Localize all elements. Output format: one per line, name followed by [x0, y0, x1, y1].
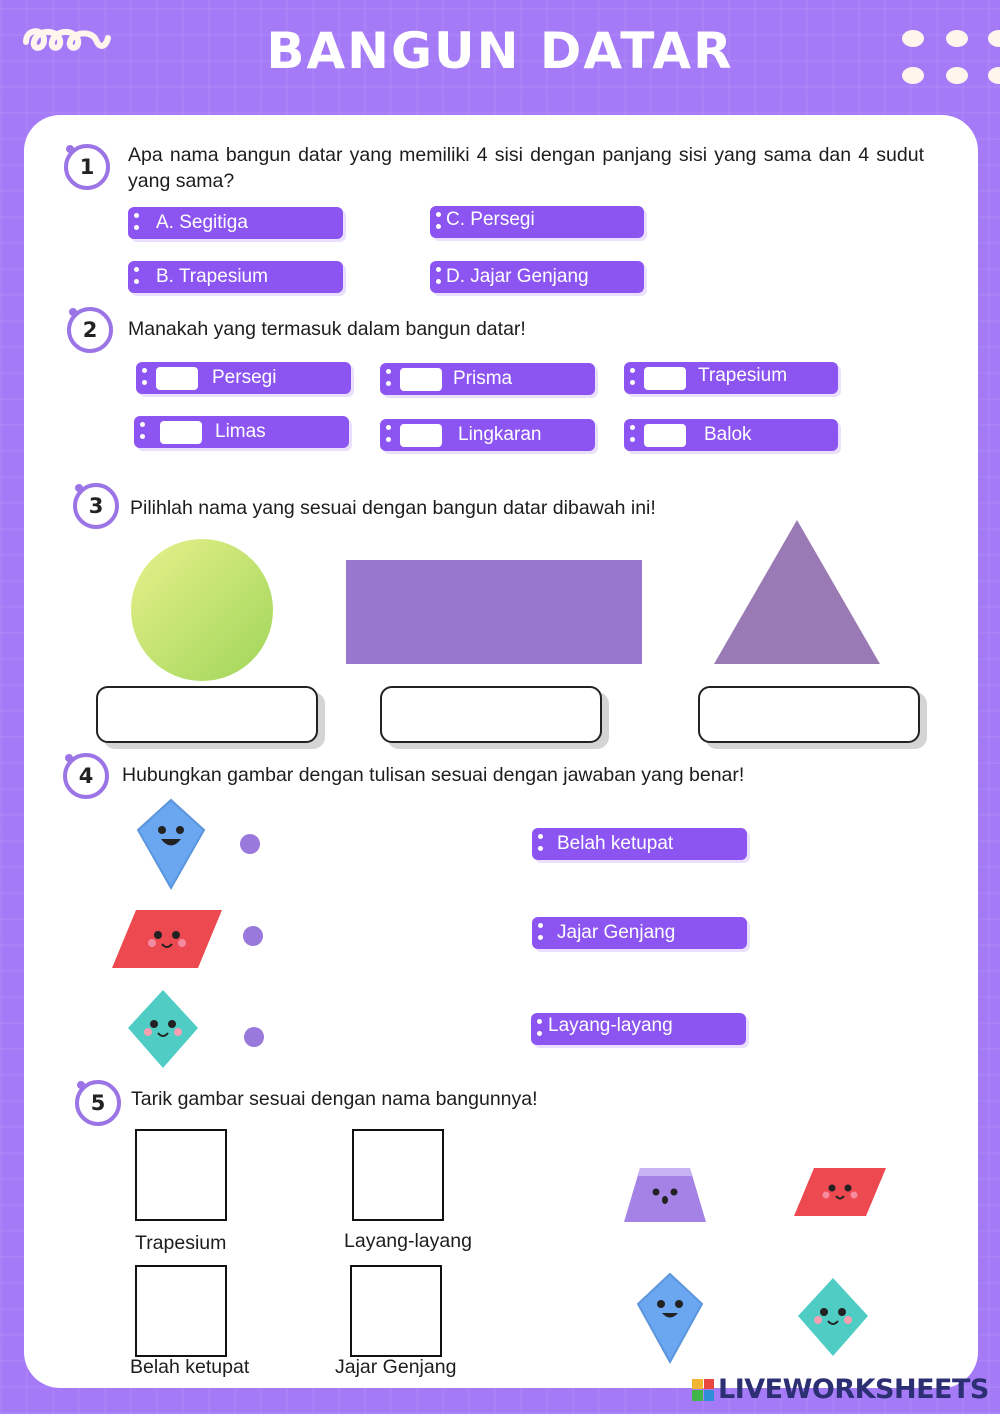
drag-handle-icon [386, 369, 392, 389]
checkbox[interactable] [644, 424, 686, 447]
option-label: D. Jajar Genjang [446, 266, 589, 287]
drag-handle-icon [142, 368, 148, 388]
drop-label-jajar-genjang: Jajar Genjang [335, 1356, 457, 1378]
question-4-number: 4 [63, 753, 109, 799]
option-label: Limas [215, 421, 266, 442]
q1-option-a[interactable] [128, 207, 343, 239]
teal-rhombus-image [126, 988, 200, 1070]
q1-option-c[interactable] [430, 206, 644, 238]
question-2-number: 2 [67, 307, 113, 353]
option-label: A. Segitiga [156, 212, 248, 233]
option-label: Lingkaran [458, 424, 542, 445]
drop-box-belah-ketupat[interactable] [135, 1265, 227, 1357]
drag-handle-icon [630, 368, 636, 388]
purple-trapezoid-draggable[interactable] [622, 1166, 708, 1224]
drag-handle-icon [538, 923, 544, 943]
drag-handle-icon [537, 1019, 543, 1039]
question-1-text: Apa nama bangun datar yang memiliki 4 sisi dengan panjang sisi yang sama dan 4 sudut yang sama? [128, 144, 924, 192]
blue-kite-image [136, 798, 206, 890]
question-5-number: 5 [75, 1080, 121, 1126]
teal-rhombus-draggable[interactable] [796, 1276, 870, 1358]
question-5-text: Tarik gambar sesuai dengan nama bangunnya! [131, 1088, 538, 1110]
drag-handle-icon [134, 213, 140, 233]
option-label: B. Trapesium [156, 266, 268, 287]
drop-box-trapesium[interactable] [135, 1129, 227, 1221]
q2-option-balok[interactable] [624, 419, 838, 451]
question-1-number: 1 [64, 144, 110, 190]
drag-handle-icon [436, 212, 442, 232]
connector-dot-2[interactable] [243, 926, 263, 946]
option-label: Trapesium [698, 365, 788, 386]
option-label: C. Persegi [446, 209, 535, 230]
option-label: Persegi [212, 367, 277, 388]
drop-label-layang-layang: Layang-layang [344, 1230, 472, 1252]
q2-option-lingkaran[interactable] [380, 419, 595, 451]
circle-shape [128, 536, 278, 686]
checkbox[interactable] [644, 367, 686, 390]
q2-option-trapesium[interactable] [624, 362, 838, 394]
drag-handle-icon [436, 267, 442, 287]
q4-label-belah-ketupat[interactable] [532, 828, 747, 860]
red-parallelogram-image [110, 908, 224, 970]
blue-kite-draggable[interactable] [636, 1272, 704, 1364]
drop-box-layang-layang[interactable] [352, 1129, 444, 1221]
drag-handle-icon [630, 425, 636, 445]
drop-box-jajar-genjang[interactable] [350, 1265, 442, 1357]
drag-handle-icon [386, 425, 392, 445]
watermark-text: LIVEWORKSHEETS [718, 1374, 989, 1405]
q2-option-limas[interactable] [134, 416, 349, 448]
answer-box-triangle[interactable] [698, 686, 920, 743]
connector-dot-1[interactable] [240, 834, 260, 854]
red-parallelogram-draggable[interactable] [792, 1166, 888, 1218]
answer-box-circle[interactable] [96, 686, 318, 743]
option-label: Jajar Genjang [557, 922, 676, 943]
rectangle-shape [346, 560, 642, 664]
connector-dot-3[interactable] [244, 1027, 264, 1047]
liveworksheets-watermark [692, 1374, 989, 1405]
q1-option-d[interactable] [430, 261, 644, 293]
option-label: Prisma [453, 368, 513, 389]
q1-option-b[interactable] [128, 261, 343, 293]
q2-option-prisma[interactable] [380, 363, 595, 395]
drop-label-belah-ketupat: Belah ketupat [130, 1356, 250, 1378]
question-3-text: Pilihlah nama yang sesuai dengan bangun datar dibawah ini! [130, 497, 656, 519]
q4-label-layang-layang[interactable] [531, 1013, 746, 1045]
checkbox[interactable] [160, 421, 202, 444]
drag-handle-icon [538, 834, 544, 854]
question-2-text: Manakah yang termasuk dalam bangun datar! [128, 318, 526, 340]
drag-handle-icon [134, 267, 140, 287]
liveworksheets-logo-icon [692, 1379, 714, 1401]
option-label: Layang-layang [548, 1015, 673, 1036]
checkbox[interactable] [400, 368, 442, 391]
question-4-text: Hubungkan gambar dengan tulisan sesuai dengan jawaban yang benar! [122, 764, 745, 786]
drag-handle-icon [140, 422, 146, 442]
q2-option-persegi[interactable] [136, 362, 351, 394]
triangle-shape [714, 520, 880, 665]
page-title: BANGUN DATAR [266, 22, 734, 80]
option-label: Balok [704, 424, 752, 445]
drop-label-trapesium: Trapesium [135, 1232, 227, 1254]
question-3-number: 3 [73, 483, 119, 529]
checkbox[interactable] [400, 424, 442, 447]
answer-box-rectangle[interactable] [380, 686, 602, 743]
checkbox[interactable] [156, 367, 198, 390]
option-label: Belah ketupat [557, 833, 674, 854]
q4-label-jajar-genjang[interactable] [532, 917, 747, 949]
